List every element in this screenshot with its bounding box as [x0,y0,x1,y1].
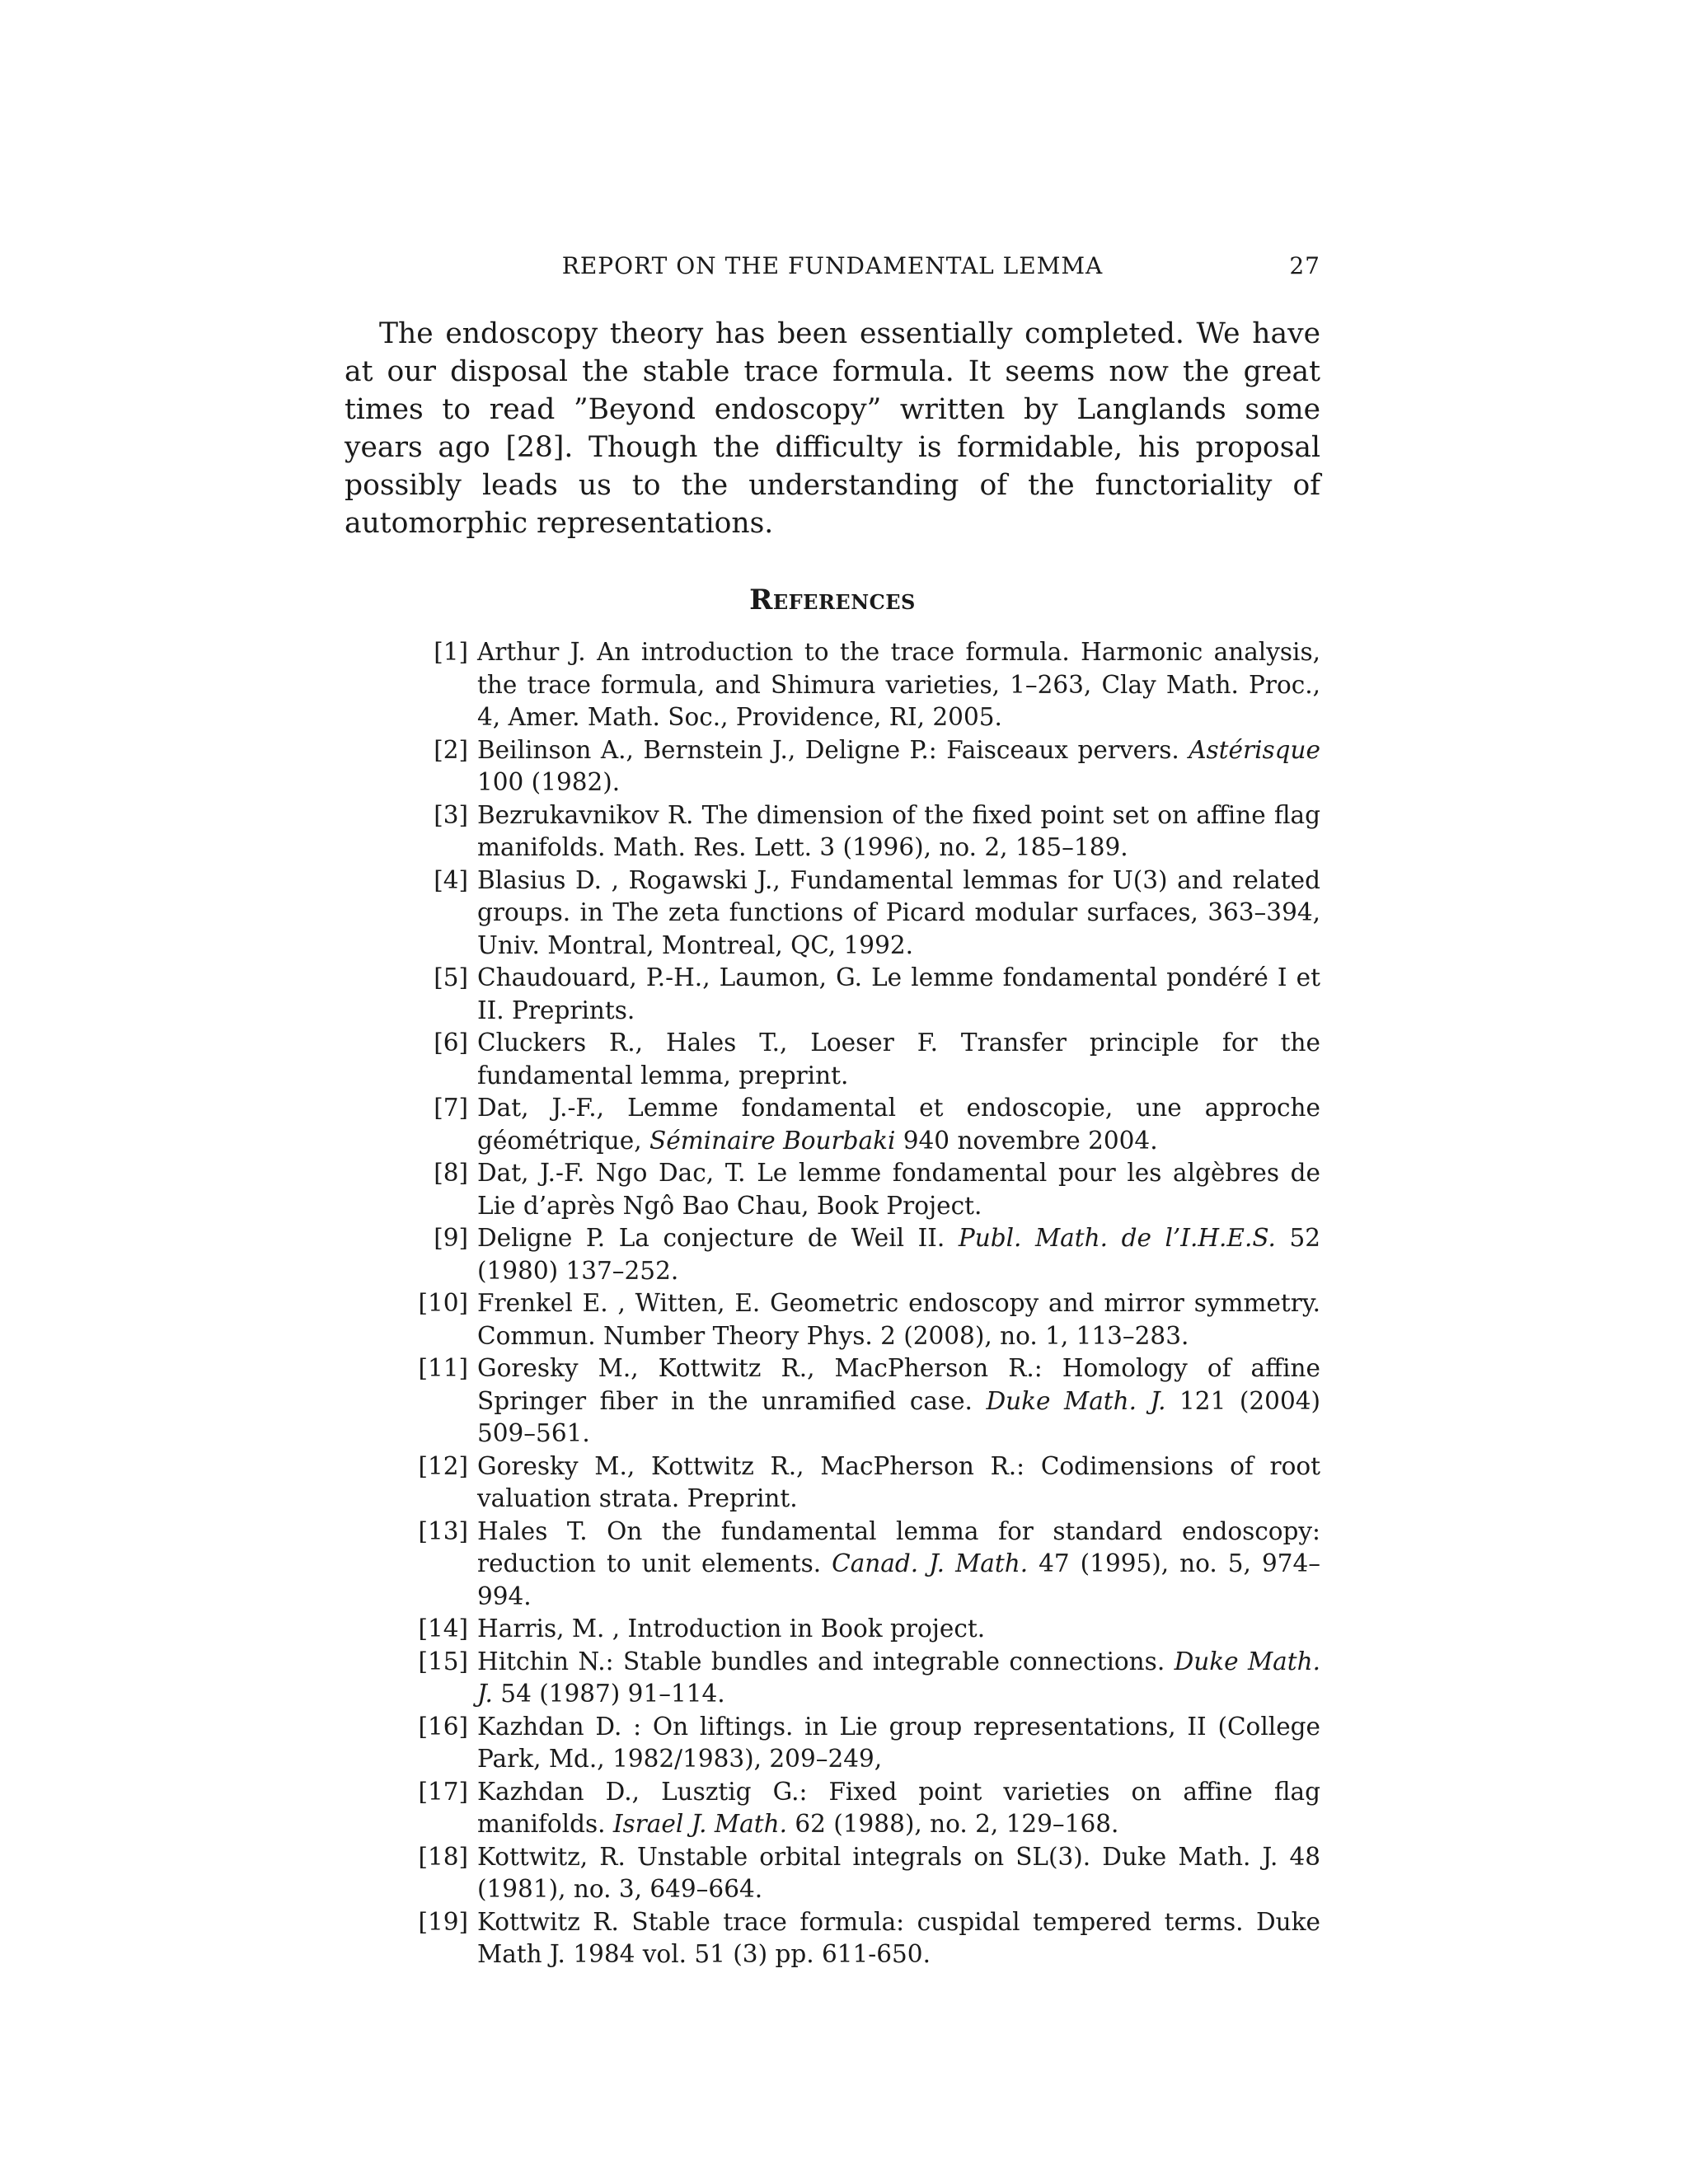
reference-text [477,734,1320,799]
reference-text [477,1352,1320,1451]
reference-number: [18] [418,1842,468,1871]
reference-item-14 [345,1613,1320,1646]
reference-item-19 [345,1906,1320,1971]
reference-text-main: Hales T. On the fundamental lemma for standard endoscopy: reduction to unit elements. [477,1516,1320,1577]
page [345,0,1320,2184]
reference-number: [4] [434,865,468,894]
reference-text [477,1516,1320,1614]
reference-text: Arthur J. An introduction to the trace formula. Harmonic analysis, the trace formula, and Shimura varieties, 1–263, Clay Math. Proc., 4, Amer. Math. Soc., Providence, RI, 2005. [477,638,1320,731]
reference-item-3 [345,799,1320,865]
reference-item-17 [345,1776,1320,1841]
reference-number: [6] [434,1029,468,1057]
reference-number: [3] [434,800,468,829]
running-head [345,252,1320,285]
reference-journal: Duke Math. J. [986,1386,1166,1415]
reference-text-tail: 100 (1982). [477,768,621,796]
reference-item-15 [345,1646,1320,1711]
reference-item-10 [345,1287,1320,1352]
reference-text: Harris, M. , Introduction in Book project. [477,1615,986,1643]
reference-number: [12] [418,1451,468,1480]
reference-number: [9] [434,1224,468,1252]
reference-number: [7] [434,1094,468,1122]
reference-number: [5] [434,963,468,991]
body-paragraph: The endoscopy theory has been essentially completed. We have at our disposal the stable trace formula. It seems now the great times to read ”Beyond endoscopy” written by Langlands some years ago [28]. Though the difficulty is formidable, his proposal possibly leads us to the understanding of the functoriality of automorphic representations. [345,317,1320,540]
reference-number: [19] [418,1907,468,1936]
reference-item-11 [345,1352,1320,1451]
reference-journal: Duke Math. J. [477,1647,1320,1708]
reference-number: [14] [418,1615,468,1643]
reference-item-9 [345,1222,1320,1287]
reference-text: Kottwitz R. Stable trace formula: cuspidal tempered terms. Duke Math J. 1984 vol. 51 (3) pp. 611-650. [477,1907,1320,1968]
running-head-title: REPORT ON THE FUNDAMENTAL LEMMA [561,252,1104,279]
reference-item-13 [345,1516,1320,1614]
reference-number: [1] [434,638,468,666]
references-heading: References [749,583,916,616]
reference-text: Bezrukavnikov R. The dimension of the fixed point set on affine flag manifolds. Math. Res. Lett. 3 (1996), no. 2, 185–189. [477,800,1320,861]
reference-journal: Israel J. Math. [612,1810,787,1838]
reference-item-7 [345,1092,1320,1157]
reference-text [477,1092,1320,1157]
reference-item-1 [345,636,1320,734]
reference-item-16 [345,1711,1320,1776]
reference-item-8 [345,1157,1320,1222]
reference-text-main: Deligne P. La conjecture de Weil II. [477,1224,959,1252]
reference-item-4 [345,865,1320,963]
reference-item-2 [345,734,1320,799]
reference-journal: Publ. Math. de l’I.H.E.S. [958,1224,1276,1252]
reference-text-tail: 62 (1988), no. 2, 129–168. [786,1810,1119,1838]
reference-journal: Séminaire Bourbaki [649,1126,896,1155]
reference-text-tail: 52 (1980) 137–252. [477,1224,1321,1285]
reference-item-5 [345,962,1320,1027]
reference-text-main: Kazhdan D., Lusztig G.: Fixed point varieties on affine flag manifolds. [477,1777,1320,1838]
page-number: 27 [1289,252,1320,279]
reference-text: Frenkel E. , Witten, E. Geometric endoscopy and mirror symmetry. Commun. Number Theory Phys. 2 (2008), no. 1, 113–283. [477,1289,1320,1350]
reference-item-6 [345,1027,1320,1092]
reference-number: [11] [418,1354,468,1382]
reference-item-12 [345,1451,1320,1516]
reference-text-main: Goresky M., Kottwitz R., MacPherson R.: Homology of affine Springer fiber in the unramified case. [477,1354,1320,1415]
reference-number: [15] [418,1647,468,1675]
reference-number: [8] [434,1159,468,1187]
reference-number: [2] [434,735,468,764]
reference-text-main: Beilinson A., Bernstein J., Deligne P.: Faisceaux pervers. [477,735,1189,764]
reference-number: [16] [418,1712,468,1741]
reference-text: Cluckers R., Hales T., Loeser F. Transfer principle for the fundamental lemma, preprint. [477,1029,1320,1090]
reference-text: Kazhdan D. : On liftings. in Lie group representations, II (College Park, Md., 1982/1983), 209–249, [477,1712,1320,1773]
reference-text-main: Dat, J.-F., Lemme fondamental et endoscopie, une approche géométrique, [477,1094,1320,1155]
reference-text-main: Hitchin N.: Stable bundles and integrable connections. [477,1647,1175,1675]
reference-text-tail: 47 (1995), no. 5, 974–994. [477,1549,1320,1610]
reference-text [477,1646,1320,1711]
reference-list [345,636,1320,1971]
reference-text [477,1776,1320,1841]
reference-journal: Astérisque [1189,735,1320,764]
reference-number: [13] [418,1516,468,1545]
reference-text: Chaudouard, P.-H., Laumon, G. Le lemme fondamental pondéré I et II. Preprints. [477,963,1320,1024]
reference-text-tail: 54 (1987) 91–114. [492,1680,725,1708]
reference-text-tail: 121 (2004) 509–561. [477,1386,1320,1447]
reference-item-18 [345,1841,1320,1906]
reference-text [477,1222,1320,1287]
reference-text: Blasius D. , Rogawski J., Fundamental lemmas for U(3) and related groups. in The zeta functions of Picard modular surfaces, 363–394, Univ. Montral, Montreal, QC, 1992. [477,865,1320,959]
reference-text: Goresky M., Kottwitz R., MacPherson R.: Codimensions of root valuation strata. Preprint. [477,1451,1320,1512]
reference-text: Dat, J.-F. Ngo Dac, T. Le lemme fondamental pour les algèbres de Lie d’après Ngô Bao Chau, Book Project. [477,1159,1320,1220]
reference-text: Kottwitz, R. Unstable orbital integrals on SL(3). Duke Math. J. 48 (1981), no. 3, 649–664. [477,1842,1320,1903]
reference-journal: Canad. J. Math. [832,1549,1029,1577]
reference-number: [10] [418,1289,468,1317]
reference-number: [17] [418,1777,468,1806]
reference-text-tail: 940 novembre 2004. [895,1126,1158,1155]
